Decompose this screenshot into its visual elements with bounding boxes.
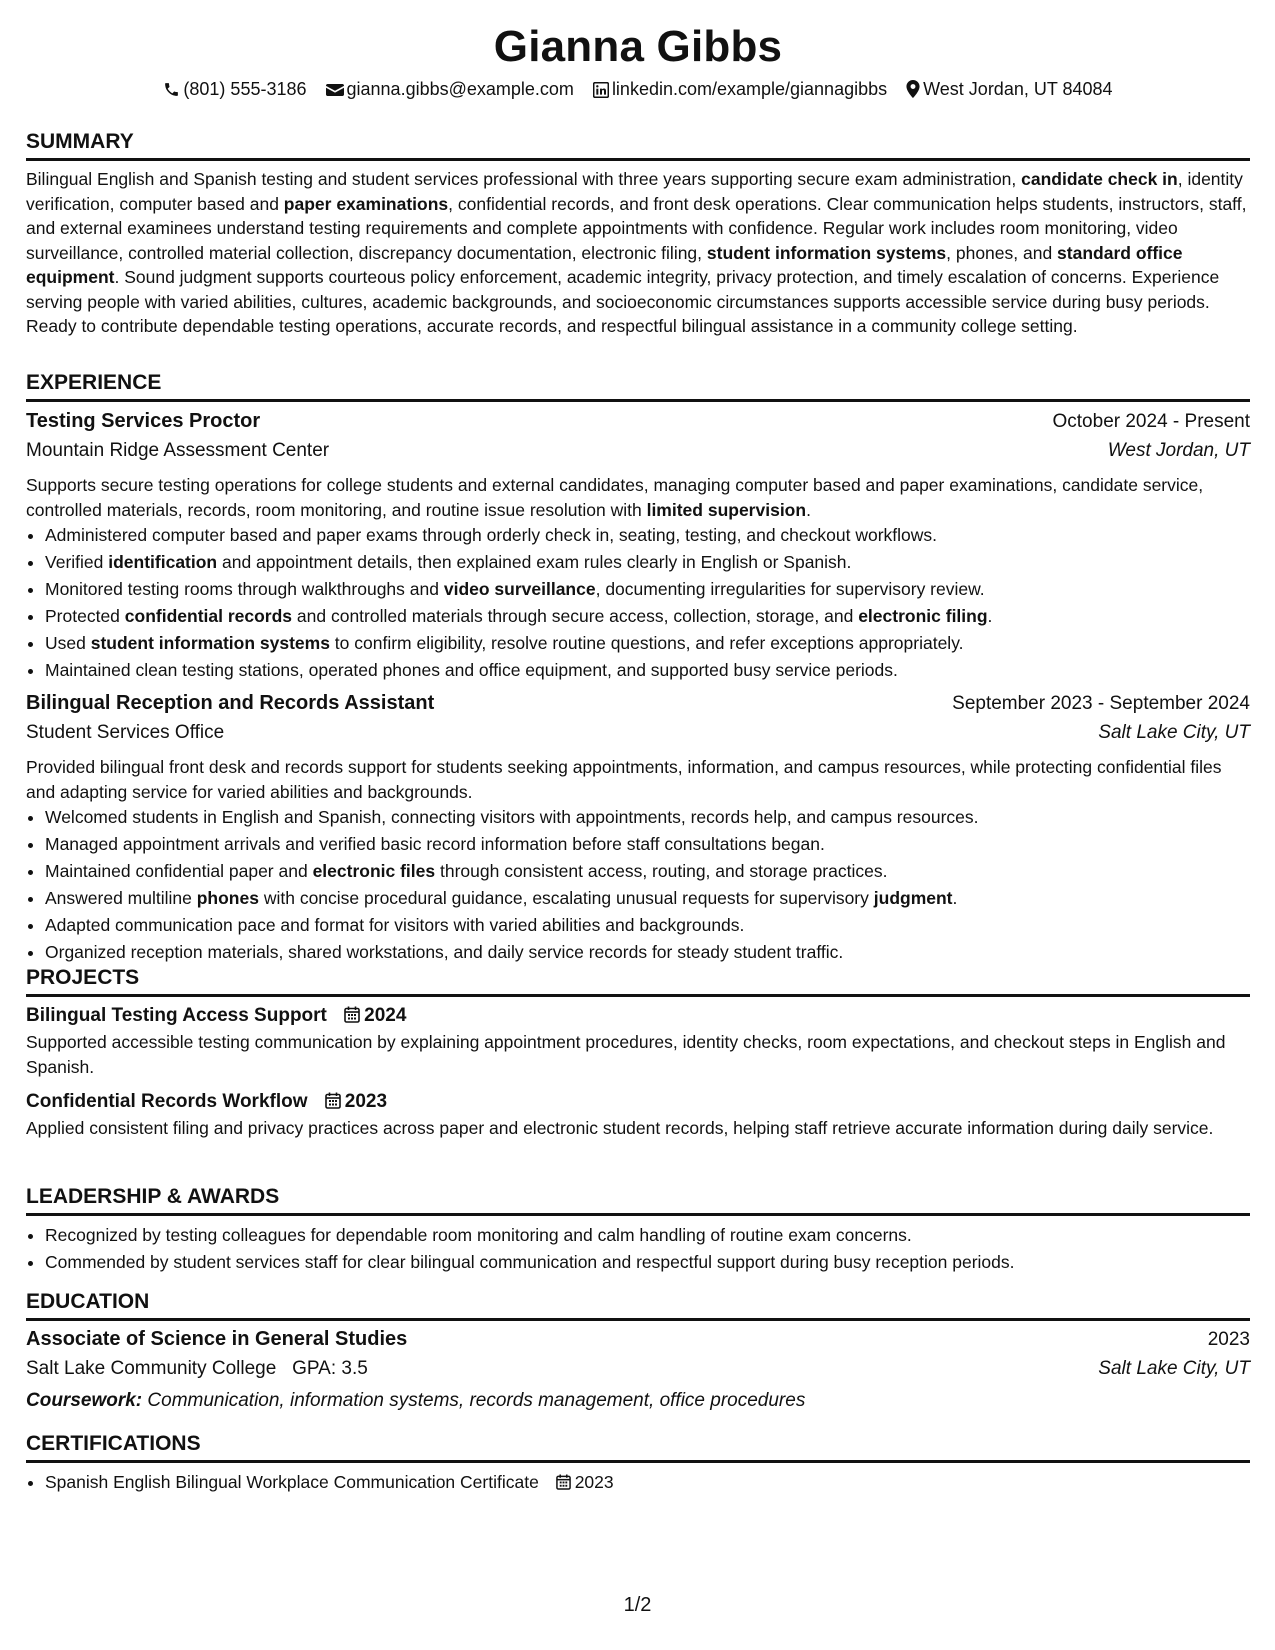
job-location: Salt Lake City, UT [1098, 722, 1250, 743]
text-run: Organized reception materials, shared workstations, and daily service records for steady student traffic. [45, 942, 844, 962]
emphasized-text: phones [196, 888, 259, 908]
emphasized-text: electronic filing [858, 606, 988, 626]
text-run: Maintained confidential paper and [45, 861, 313, 881]
job-org: Student Services Office [26, 722, 225, 743]
emphasized-text: video surveillance [443, 579, 596, 599]
job-entry [26, 692, 1250, 966]
job-title: Bilingual Reception and Records Assistant [26, 692, 435, 714]
job-location: West Jordan, UT [1107, 440, 1250, 461]
location-text: West Jordan, UT 84084 [923, 78, 1113, 99]
certification-name: Spanish English Bilingual Workplace Communication Certificate [45, 1472, 539, 1492]
page-number: 1/2 [623, 1594, 652, 1616]
text-run: . [952, 888, 958, 908]
bullet-item [45, 657, 1250, 684]
bullet-item [45, 858, 1250, 885]
job-dates: September 2023 - September 2024 [952, 693, 1250, 714]
calendar-icon [344, 1006, 360, 1023]
project-entry [26, 1091, 1250, 1141]
job-dates: October 2024 - Present [1052, 411, 1250, 432]
emphasized-text: student information systems [706, 242, 947, 263]
text-run: to confirm eligibility, resolve routine questions, and refer exceptions appropriately. [329, 633, 964, 653]
contact-bar [26, 78, 1250, 100]
text-run: through consistent access, routing, and storage practices. [435, 861, 888, 881]
emphasized-text: identification [108, 552, 218, 572]
project-year: 2024 [364, 1005, 407, 1026]
text-run: . [806, 499, 811, 520]
project-description: Supported accessible testing communication by explaining appointment procedures, identity checks, room expectations, and checkout steps in English and Spanish. [26, 1032, 1226, 1077]
job-bullets [26, 804, 1250, 966]
bullet-item [45, 804, 1250, 831]
bullet-item [45, 630, 1250, 657]
text-run: Supports secure testing operations for college students and external candidates, managing computer based and paper examinations, candidate service, controlled materials, records, room monitoring, and routine issue resolution with [26, 475, 1204, 520]
emphasized-text: confidential records [124, 606, 293, 626]
text-run: Monitored testing rooms through walkthroughs and [45, 579, 444, 599]
leadership-section [26, 1185, 1250, 1276]
education-year: 2023 [1207, 1329, 1250, 1350]
text-run: Administered computer based and paper exams through orderly check in, seating, testing, and checkout workflows. [45, 525, 938, 545]
degree: Associate of Science in General Studies [26, 1328, 408, 1350]
summary-section [26, 130, 1250, 339]
job-org: Mountain Ridge Assessment Center [26, 440, 330, 461]
contact-linkedin[interactable] [593, 79, 887, 100]
contact-phone [163, 79, 306, 100]
section-title: PROJECTS [26, 966, 1250, 997]
section-title: LEADERSHIP & AWARDS [26, 1185, 1250, 1216]
phone-text: (801) 555-3186 [183, 78, 307, 99]
coursework-label: Coursework: [26, 1390, 143, 1411]
calendar-icon [556, 1474, 571, 1490]
bullet-item [45, 549, 1250, 576]
job-bullets [26, 522, 1250, 684]
gpa: GPA: 3.5 [292, 1358, 368, 1379]
leadership-list [26, 1222, 1250, 1276]
job-description [26, 755, 1250, 804]
bullet-item [45, 831, 1250, 858]
bullet-item [45, 939, 1250, 966]
bullet-item [45, 885, 1250, 912]
summary-text [26, 167, 1250, 339]
bullet-item [45, 912, 1250, 939]
project-year: 2023 [344, 1091, 388, 1112]
text-run: Adapted communication pace and format for visitors with varied abilities and backgrounds. [45, 915, 745, 935]
project-name: Bilingual Testing Access Support [26, 1005, 327, 1026]
section-title: SUMMARY [26, 130, 1250, 161]
text-run: , confidential records, and front desk operations. Clear communication helps students, instructors, staff, and external examinees understand testing requirements and complete appointments with confidence. Regular work includes room monitoring, video surveillance, controlled material collection, discrepancy documentation, electronic filing, [26, 193, 1247, 263]
emphasized-text: electronic files [312, 861, 436, 881]
text-run: and controlled materials through secure access, collection, storage, and [292, 606, 859, 626]
job-entry [26, 410, 1250, 684]
email-icon [326, 82, 344, 98]
contact-location [906, 79, 1112, 100]
school-line [26, 1358, 368, 1380]
list-item: • Recognized by testing colleagues for dependable room monitoring and calm handling of routine exam concerns. [45, 1222, 1250, 1249]
experience-section [26, 371, 1250, 966]
emphasized-text: candidate check in [1021, 169, 1178, 189]
text-run: Maintained clean testing stations, operated phones and office equipment, and supported busy service periods. [45, 660, 898, 680]
emphasized-text: limited supervision [646, 499, 807, 520]
education-section [26, 1290, 1250, 1412]
linkedin-icon [593, 82, 609, 98]
text-run: with concise procedural guidance, escalating unusual requests for supervisory [258, 888, 874, 908]
text-run: Bilingual English and Spanish testing and student services professional with three years supporting secure exam administration, [26, 169, 1022, 189]
contact-email[interactable] [326, 79, 574, 100]
text-run: Answered multiline [45, 888, 197, 908]
text-run: Provided bilingual front desk and records support for students seeking appointments, information, and campus resources, while protecting confidential files and adapting service for varied abilities and backgrounds. [26, 757, 1222, 802]
text-run: Welcomed students in English and Spanish, connecting visitors with appointments, records help, and campus resources. [45, 807, 979, 827]
text-run: , identity verification, computer based and [26, 169, 1243, 214]
emphasized-text: student information systems [90, 633, 330, 653]
project-description: Applied consistent filing and privacy practices across paper and electronic student records, helping staff retrieve accurate information during daily service. [26, 1118, 1214, 1138]
text-run: Managed appointment arrivals and verified basic record information before staff consultations began. [45, 834, 825, 854]
coursework [26, 1390, 1250, 1412]
job-description [26, 473, 1250, 522]
list-item: • Commended by student services staff for clear bilingual communication and respectful support during busy reception periods. [45, 1249, 1250, 1276]
coursework-text: Communication, information systems, records management, office procedures [147, 1390, 806, 1411]
bullet-item [45, 603, 1250, 630]
job-title: Testing Services Proctor [26, 410, 261, 432]
section-title: EDUCATION [26, 1290, 1250, 1321]
text-run: Used [45, 633, 91, 653]
bullet-item [45, 576, 1250, 603]
text-run: , documenting irregularities for supervisory review. [595, 579, 985, 599]
text-run: Protected [45, 606, 125, 626]
project-heading [26, 1091, 1250, 1113]
section-title: CERTIFICATIONS [26, 1432, 1250, 1463]
calendar-icon [325, 1092, 341, 1109]
text-run: and appointment details, then explained exam rules clearly in English or Spanish. [217, 552, 852, 572]
text-run: . [987, 606, 993, 626]
text-run: , phones, and [946, 242, 1058, 263]
email-link[interactable]: gianna.gibbs@example.com [346, 78, 574, 99]
certification-list [26, 1469, 1250, 1496]
location-pin-icon [906, 80, 920, 98]
project-entry [26, 1005, 1250, 1079]
phone-icon [163, 81, 180, 98]
project-heading [26, 1005, 1250, 1027]
bullet-item [45, 522, 1250, 549]
emphasized-text: paper examinations [283, 193, 449, 214]
linkedin-link[interactable]: linkedin.com/example/giannagibbs [611, 78, 888, 99]
emphasized-text: standard office equipment [26, 242, 1183, 287]
emphasized-text: judgment [873, 888, 953, 908]
school-name: Salt Lake Community College [26, 1358, 277, 1379]
project-name: Confidential Records Workflow [26, 1091, 308, 1112]
certifications-section [26, 1432, 1250, 1496]
candidate-name: Gianna Gibbs [493, 22, 783, 71]
school-location: Salt Lake City, UT [1098, 1358, 1250, 1379]
list-item [45, 1469, 1250, 1496]
certification-year: 2023 [574, 1472, 614, 1492]
section-title: EXPERIENCE [26, 371, 1250, 402]
text-run: Verified [45, 552, 109, 572]
projects-section [26, 966, 1250, 1141]
text-run: . Sound judgment supports courteous policy enforcement, academic integrity, privacy protection, and timely escalation of concerns. Experience serving people with varied abilities, cultures, academic backgrounds, and socioeconomic circumstances supports accessible service during busy periods. Ready to contribute dependable testing operations, accurate records, and respectful bilingual assistance in a community college setting. [26, 267, 1220, 336]
